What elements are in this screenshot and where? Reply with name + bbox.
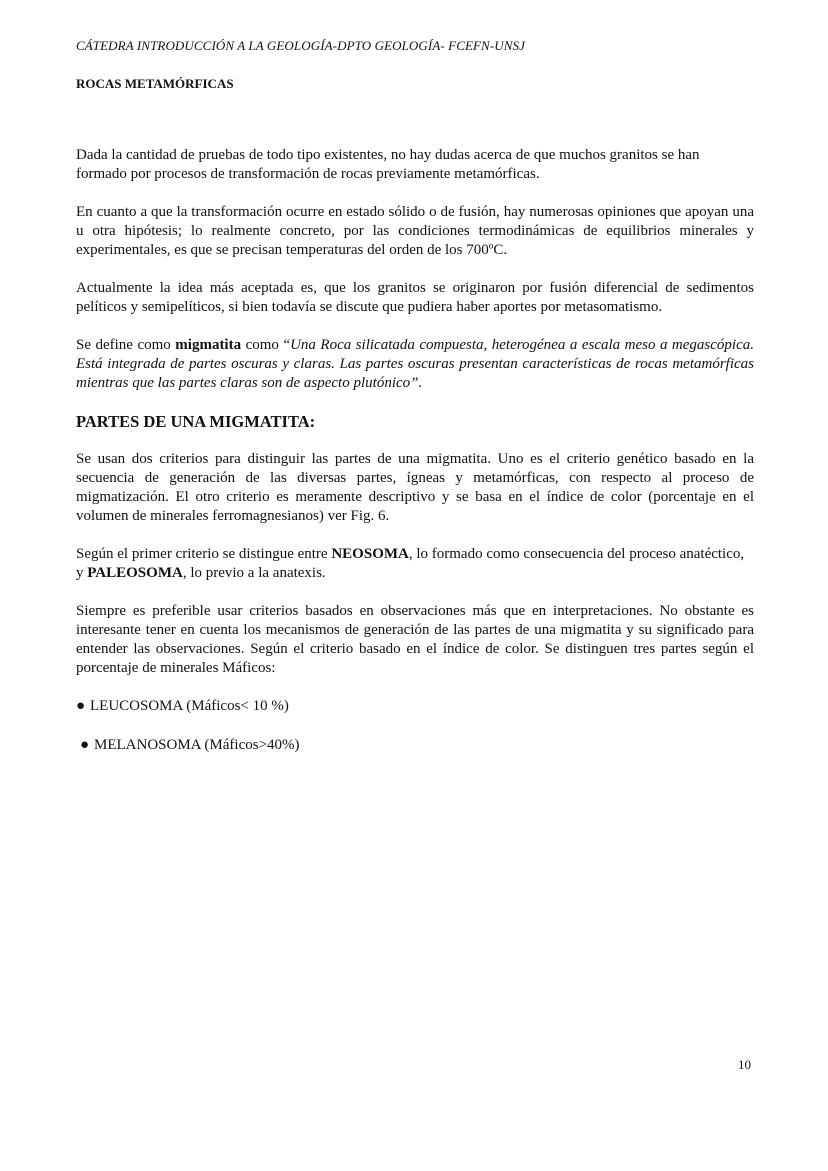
leucosoma-label: LEUCOSOMA (Máficos< 10 %) (90, 698, 289, 714)
paragraph-transformation-state: En cuanto a que la transformación ocurre en estado sólido o de fusión, hay numerosas opiniones que apoyan una u otra hipótesis; lo realmente concreto, por las condiciones termodinámicas de equilibrios minerales y experimentales, es que se precisan temperaturas del orden de los 700ºC. (76, 204, 754, 258)
page-number: 10 (738, 1057, 751, 1072)
term-migmatita: migmatita (175, 337, 242, 353)
document-body (76, 146, 754, 775)
heading-migmatite-parts: PARTES DE UNA MIGMATITA: (76, 412, 316, 431)
section-title: ROCAS METAMÓRFICAS (76, 76, 234, 91)
term-neosoma: NEOSOMA (331, 546, 409, 562)
bullet-icon: ● (76, 698, 86, 714)
paragraph-accepted-idea: Actualmente la idea más aceptada es, que los granitos se originaron por fusión diferencial de sedimentos pelíticos y semipelíticos, si bien todavía se discute que pudiera haber aportes por metasomatismo. (76, 280, 754, 315)
definition-intro: Se define como (76, 337, 176, 353)
paleosoma-description: , lo previo a la anatexis. (182, 565, 326, 581)
list-item-melanosoma (76, 736, 754, 755)
criteria-intro: Según el primer criterio se distingue entre (76, 546, 332, 562)
paragraph-observations: Siempre es preferible usar criterios basados en observaciones más que en interpretaciones. No obstante es interesante tener en cuenta los mecanismos de generación de las partes de una migmatita y su significado para entender las observaciones. Según el criterio basado en el índice de color. Se distinguen tres partes según el porcentaje de minerales Máficos: (76, 603, 754, 676)
list-item-leucosoma (76, 697, 754, 716)
paragraph-granite-origin: Dada la cantidad de pruebas de todo tipo existentes, no hay dudas acerca de que muchos granitos se han formado por procesos de transformación de rocas previamente metamórficas. (76, 147, 700, 182)
paragraph-neosoma-paleosoma (76, 545, 754, 583)
bullet-icon: ● (80, 737, 90, 753)
definition-quote: Una Roca silicatada compuesta, heterogénea a escala meso a megascópica. Está integrada de partes oscuras y claras. Las partes oscuras presentan características de rocas metamórficas mientras que las partes claras son de aspecto plutónico”. (76, 337, 754, 391)
paragraph-criteria: Se usan dos criterios para distinguir las partes de una migmatita. Uno es el criterio genético basado en la secuencia de generación de las diversas partes, ígneas y metamórficas, con respecto al proceso de migmatización. El otro criterio es meramente descriptivo y se basa en el índice de color (porcentaje en el volumen de minerales ferromagnesianos) ver Fig. 6. (76, 451, 754, 524)
course-header: CÁTEDRA INTRODUCCIÓN A LA GEOLOGÍA-DPTO GEOLOGÍA- FCEFN-UNSJ (76, 38, 525, 53)
neosoma-description: , lo formado como consecuencia del proceso anatéctico, y (76, 546, 745, 581)
melanosoma-label: MELANOSOMA (Máficos>40%) (94, 737, 300, 753)
definition-connector: como “ (241, 337, 291, 353)
term-paleosoma: PALEOSOMA (87, 565, 183, 581)
paragraph-migmatite-definition (76, 336, 754, 393)
